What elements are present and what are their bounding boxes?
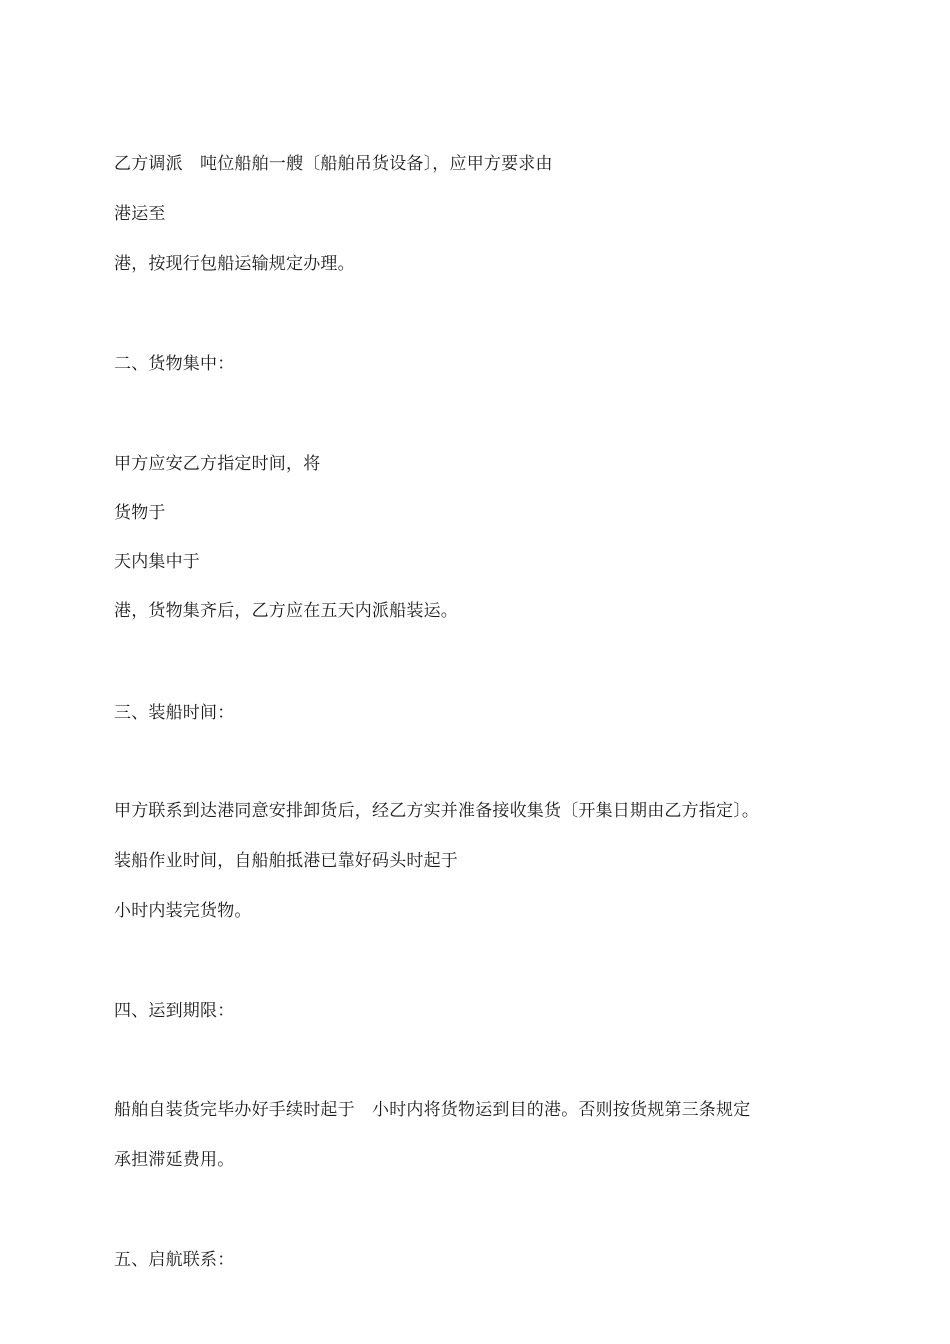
section-heading: 四、运到期限： bbox=[114, 1001, 235, 1021]
section-heading: 五、启航联系： bbox=[114, 1250, 235, 1270]
paragraph-line: 货物于 bbox=[114, 503, 166, 523]
paragraph-line: 港，按现行包船运输规定办理。 bbox=[114, 254, 355, 274]
section-heading: 三、装船时间： bbox=[114, 703, 235, 723]
paragraph-line: 乙方调派 吨位船舶一艘〔船舶吊货设备〕，应甲方要求由 bbox=[114, 154, 553, 174]
paragraph-line: 港运至 bbox=[114, 204, 166, 224]
paragraph-line: 装船作业时间，自船舶抵港已靠好码头时起于 bbox=[114, 851, 458, 871]
paragraph-line: 小时内装完货物。 bbox=[114, 901, 252, 921]
paragraph-line: 甲方联系到达港同意安排卸货后，经乙方实并准备接收集货〔开集日期由乙方指定〕。 bbox=[114, 801, 760, 821]
paragraph-line: 港，货物集齐后，乙方应在五天内派船装运。 bbox=[114, 601, 458, 621]
paragraph-line: 甲方应安乙方指定时间，将 bbox=[114, 454, 321, 474]
section-heading: 二、货物集中： bbox=[114, 354, 235, 374]
paragraph-line: 天内集中于 bbox=[114, 552, 200, 572]
paragraph-line: 船舶自装货完毕办好手续时起于 小时内将货物运到目的港。否则按货规第三条规定 bbox=[114, 1100, 751, 1120]
paragraph-line: 承担滞延费用。 bbox=[114, 1150, 235, 1170]
